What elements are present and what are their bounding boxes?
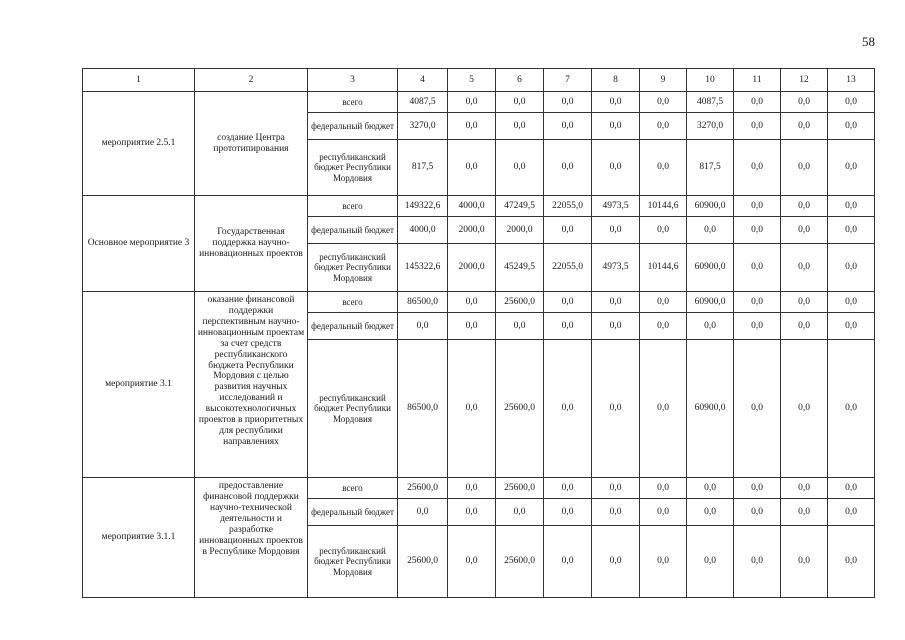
amount-cell: 0,0 <box>687 478 734 499</box>
amount-cell: 4973,5 <box>592 244 640 292</box>
amount-cell: 0,0 <box>828 340 875 478</box>
amount-cell: 0,0 <box>496 313 544 340</box>
amount-cell: 0,0 <box>544 340 592 478</box>
amount-cell: 0,0 <box>828 217 875 244</box>
amount-cell: 47249,5 <box>496 196 544 217</box>
amount-cell: 0,0 <box>544 217 592 244</box>
amount-cell: 817,5 <box>398 140 448 196</box>
amount-cell: 45249,5 <box>496 244 544 292</box>
amount-cell: 0,0 <box>592 113 640 140</box>
activity-description: предоставление финансовой поддержки научно-технической деятельности и разработке инновационных проектов в Республике Мордовия <box>195 478 308 598</box>
amount-cell: 0,0 <box>734 196 781 217</box>
activity-description: создание Центра прототипирования <box>195 92 308 196</box>
amount-cell: 86500,0 <box>398 292 448 313</box>
amount-cell: 817,5 <box>687 140 734 196</box>
amount-cell: 0,0 <box>687 499 734 526</box>
amount-cell: 0,0 <box>640 313 687 340</box>
amount-cell: 0,0 <box>544 478 592 499</box>
amount-cell: 0,0 <box>544 313 592 340</box>
amount-cell: 4087,5 <box>687 92 734 113</box>
amount-cell: 0,0 <box>828 196 875 217</box>
table-row <box>83 292 875 313</box>
activity-description: оказание финансовой поддержки перспективным научно-инновационным проектам за счет средств республиканского бюджета Республики Мордовия с целью развития научных исследований и высокотехнологичных проектов в приоритетных для республики направлениях <box>195 292 308 478</box>
amount-cell: 22055,0 <box>544 244 592 292</box>
amount-cell: 0,0 <box>640 217 687 244</box>
amount-cell: 0,0 <box>734 292 781 313</box>
amount-cell: 25600,0 <box>496 478 544 499</box>
column-number: 8 <box>592 69 640 92</box>
amount-cell: 0,0 <box>828 113 875 140</box>
amount-cell: 0,0 <box>592 140 640 196</box>
activity-name: Основное мероприятие 3 <box>83 196 195 292</box>
column-number: 1 <box>83 69 195 92</box>
amount-cell: 0,0 <box>544 292 592 313</box>
amount-cell: 25600,0 <box>398 478 448 499</box>
column-number: 9 <box>640 69 687 92</box>
funding-source: федеральный бюджет <box>308 217 398 244</box>
amount-cell: 0,0 <box>781 244 828 292</box>
amount-cell: 0,0 <box>544 92 592 113</box>
amount-cell: 0,0 <box>734 313 781 340</box>
amount-cell: 0,0 <box>781 140 828 196</box>
activity-name: мероприятие 3.1 <box>83 292 195 478</box>
amount-cell: 0,0 <box>592 478 640 499</box>
table-row <box>83 92 875 113</box>
amount-cell: 0,0 <box>496 92 544 113</box>
amount-cell: 0,0 <box>734 526 781 598</box>
amount-cell: 0,0 <box>448 313 496 340</box>
column-number: 4 <box>398 69 448 92</box>
amount-cell: 2000,0 <box>448 217 496 244</box>
amount-cell: 0,0 <box>448 92 496 113</box>
amount-cell: 0,0 <box>544 140 592 196</box>
activity-description: Государственная поддержка научно-инновационных проектов <box>195 196 308 292</box>
amount-cell: 0,0 <box>448 140 496 196</box>
amount-cell: 0,0 <box>734 499 781 526</box>
amount-cell: 0,0 <box>687 526 734 598</box>
amount-cell: 0,0 <box>544 499 592 526</box>
funding-source: всего <box>308 292 398 313</box>
column-number: 2 <box>195 69 308 92</box>
amount-cell: 0,0 <box>734 244 781 292</box>
amount-cell: 0,0 <box>448 526 496 598</box>
amount-cell: 4973,5 <box>592 196 640 217</box>
funding-source: федеральный бюджет <box>308 113 398 140</box>
amount-cell: 10144,6 <box>640 196 687 217</box>
amount-cell: 60900,0 <box>687 196 734 217</box>
table-row <box>83 478 875 499</box>
amount-cell: 0,0 <box>781 196 828 217</box>
amount-cell: 0,0 <box>781 313 828 340</box>
amount-cell: 0,0 <box>828 526 875 598</box>
amount-cell: 145322,6 <box>398 244 448 292</box>
amount-cell: 3270,0 <box>687 113 734 140</box>
amount-cell: 0,0 <box>640 499 687 526</box>
column-number: 7 <box>544 69 592 92</box>
activity-name: мероприятие 3.1.1 <box>83 478 195 598</box>
amount-cell: 0,0 <box>640 92 687 113</box>
funding-source: республиканский бюджет Республики Мордовия <box>308 140 398 196</box>
amount-cell: 60900,0 <box>687 340 734 478</box>
amount-cell: 0,0 <box>592 217 640 244</box>
amount-cell: 0,0 <box>734 113 781 140</box>
amount-cell: 0,0 <box>448 340 496 478</box>
column-number: 10 <box>687 69 734 92</box>
amount-cell: 0,0 <box>781 113 828 140</box>
column-number-row <box>83 69 875 92</box>
amount-cell: 25600,0 <box>496 340 544 478</box>
amount-cell: 60900,0 <box>687 244 734 292</box>
amount-cell: 0,0 <box>734 140 781 196</box>
amount-cell: 0,0 <box>781 499 828 526</box>
amount-cell: 0,0 <box>592 499 640 526</box>
amount-cell: 0,0 <box>592 292 640 313</box>
amount-cell: 0,0 <box>496 113 544 140</box>
amount-cell: 0,0 <box>781 526 828 598</box>
amount-cell: 0,0 <box>448 499 496 526</box>
amount-cell: 0,0 <box>592 526 640 598</box>
column-number: 12 <box>781 69 828 92</box>
amount-cell: 0,0 <box>640 526 687 598</box>
amount-cell: 0,0 <box>781 340 828 478</box>
amount-cell: 0,0 <box>640 340 687 478</box>
funding-source: всего <box>308 196 398 217</box>
amount-cell: 0,0 <box>828 244 875 292</box>
amount-cell: 149322,6 <box>398 196 448 217</box>
funding-source: республиканский бюджет Республики Мордовия <box>308 526 398 598</box>
amount-cell: 0,0 <box>734 478 781 499</box>
funding-source: всего <box>308 92 398 113</box>
amount-cell: 25600,0 <box>496 526 544 598</box>
page-number: 58 <box>862 34 875 49</box>
amount-cell: 0,0 <box>828 92 875 113</box>
amount-cell: 0,0 <box>734 217 781 244</box>
amount-cell: 0,0 <box>687 217 734 244</box>
amount-cell: 0,0 <box>640 113 687 140</box>
amount-cell: 0,0 <box>828 140 875 196</box>
column-number: 5 <box>448 69 496 92</box>
amount-cell: 3270,0 <box>398 113 448 140</box>
amount-cell: 10144,6 <box>640 244 687 292</box>
table-row <box>83 196 875 217</box>
amount-cell: 0,0 <box>781 92 828 113</box>
amount-cell: 0,0 <box>640 478 687 499</box>
amount-cell: 0,0 <box>448 292 496 313</box>
amount-cell: 0,0 <box>640 140 687 196</box>
column-number: 6 <box>496 69 544 92</box>
amount-cell: 0,0 <box>734 92 781 113</box>
amount-cell: 0,0 <box>828 478 875 499</box>
amount-cell: 0,0 <box>592 340 640 478</box>
activity-name: мероприятие 2.5.1 <box>83 92 195 196</box>
funding-source: республиканский бюджет Республики Мордовия <box>308 340 398 478</box>
amount-cell: 0,0 <box>734 340 781 478</box>
amount-cell: 22055,0 <box>544 196 592 217</box>
amount-cell: 0,0 <box>398 313 448 340</box>
amount-cell: 0,0 <box>448 113 496 140</box>
amount-cell: 0,0 <box>496 499 544 526</box>
amount-cell: 0,0 <box>496 140 544 196</box>
amount-cell: 4000,0 <box>398 217 448 244</box>
amount-cell: 0,0 <box>828 292 875 313</box>
amount-cell: 0,0 <box>592 313 640 340</box>
amount-cell: 25600,0 <box>398 526 448 598</box>
amount-cell: 0,0 <box>687 313 734 340</box>
amount-cell: 2000,0 <box>448 244 496 292</box>
amount-cell: 0,0 <box>544 113 592 140</box>
amount-cell: 0,0 <box>398 499 448 526</box>
amount-cell: 0,0 <box>781 292 828 313</box>
amount-cell: 2000,0 <box>496 217 544 244</box>
amount-cell: 4000,0 <box>448 196 496 217</box>
column-number: 13 <box>828 69 875 92</box>
column-number: 11 <box>734 69 781 92</box>
amount-cell: 0,0 <box>640 292 687 313</box>
amount-cell: 86500,0 <box>398 340 448 478</box>
amount-cell: 0,0 <box>592 92 640 113</box>
amount-cell: 0,0 <box>448 478 496 499</box>
column-number: 3 <box>308 69 398 92</box>
funding-source: федеральный бюджет <box>308 313 398 340</box>
amount-cell: 0,0 <box>828 499 875 526</box>
amount-cell: 0,0 <box>544 526 592 598</box>
amount-cell: 0,0 <box>781 478 828 499</box>
amount-cell: 0,0 <box>828 313 875 340</box>
funding-source: республиканский бюджет Республики Мордовия <box>308 244 398 292</box>
funding-source: всего <box>308 478 398 499</box>
amount-cell: 0,0 <box>781 217 828 244</box>
amount-cell: 4087,5 <box>398 92 448 113</box>
amount-cell: 25600,0 <box>496 292 544 313</box>
budget-table <box>82 68 875 598</box>
funding-source: федеральный бюджет <box>308 499 398 526</box>
amount-cell: 60900,0 <box>687 292 734 313</box>
